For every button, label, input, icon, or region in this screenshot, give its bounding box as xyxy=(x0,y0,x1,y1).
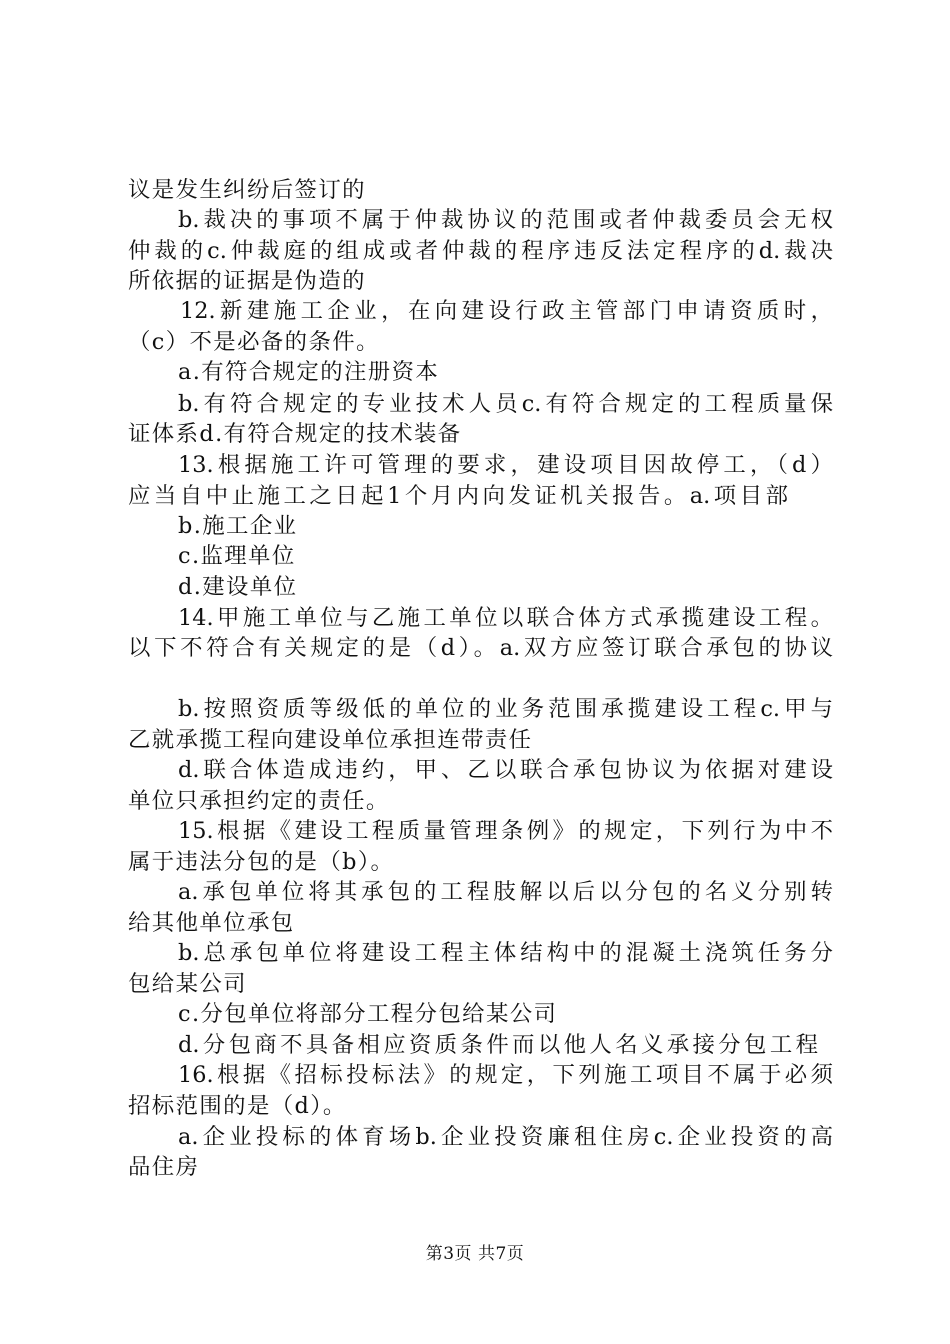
text-line: b.施工企业 xyxy=(178,513,298,539)
text-line: 16.根据《招标投标法》的规定，下列施工项目不属于必须 xyxy=(178,1062,833,1088)
text-line: 所依据的证据是伪造的 xyxy=(128,268,366,294)
text-line: 15.根据《建设工程质量管理条例》的规定，下列行为中不 xyxy=(178,818,833,844)
text-line: 以下不符合有关规定的是（d）。a.双方应签订联合承包的协议 xyxy=(128,635,833,661)
text-line: 证体系d.有符合规定的技术装备 xyxy=(128,421,462,447)
text-line: a.承包单位将其承包的工程肢解以后以分包的名义分别转 xyxy=(178,879,833,905)
text-line: b.裁决的事项不属于仲裁协议的范围或者仲裁委员会无权 xyxy=(178,207,833,233)
text-line: 属于违法分包的是（b）。 xyxy=(128,849,395,875)
text-line: b.总承包单位将建设工程主体结构中的混凝土浇筑任务分 xyxy=(178,940,833,966)
text-line: 招标范围的是（d）。 xyxy=(128,1093,347,1119)
text-line: d.分包商不具备相应资质条件而以他人名义承接分包工程 xyxy=(178,1032,818,1058)
text-line: 乙就承揽工程向建设单位承担连带责任 xyxy=(128,727,533,753)
text-line: b.有符合规定的专业技术人员c.有符合规定的工程质量保 xyxy=(178,391,833,417)
text-line: （c）不是必备的条件。 xyxy=(128,329,380,355)
page-number-footer: 第3页 共7页 xyxy=(425,1244,525,1264)
text-line: d.联合体造成违约，甲、乙以联合承包协议为依据对建设 xyxy=(178,757,833,783)
text-line: c.监理单位 xyxy=(178,543,296,569)
text-line: 应当自中止施工之日起1个月内向发证机关报告。a.项目部 xyxy=(128,483,788,509)
text-line: 13.根据施工许可管理的要求，建设项目因故停工，（d） xyxy=(178,452,833,478)
text-line: 议是发生纠纷后签订的 xyxy=(128,177,366,203)
text-line: a.企业投标的体育场b.企业投资廉租住房c.企业投资的高 xyxy=(178,1124,833,1150)
text-line: 单位只承担约定的责任。 xyxy=(128,788,390,814)
text-line: 品住房 xyxy=(128,1154,200,1180)
text-line: a.有符合规定的注册资本 xyxy=(178,359,440,385)
text-line: 给其他单位承包 xyxy=(128,910,295,936)
text-line: 仲裁的c.仲裁庭的组成或者仲裁的程序违反法定程序的d.裁决 xyxy=(128,238,833,264)
text-line: b.按照资质等级低的单位的业务范围承揽建设工程c.甲与 xyxy=(178,696,833,722)
text-line: 14.甲施工单位与乙施工单位以联合体方式承揽建设工程。 xyxy=(178,605,833,631)
text-line: 12.新建施工企业，在向建设行政主管部门申请资质时， xyxy=(180,298,833,324)
text-line: 包给某公司 xyxy=(128,971,247,997)
text-line: c.分包单位将部分工程分包给某公司 xyxy=(178,1001,558,1027)
text-line: d.建设单位 xyxy=(178,574,298,600)
